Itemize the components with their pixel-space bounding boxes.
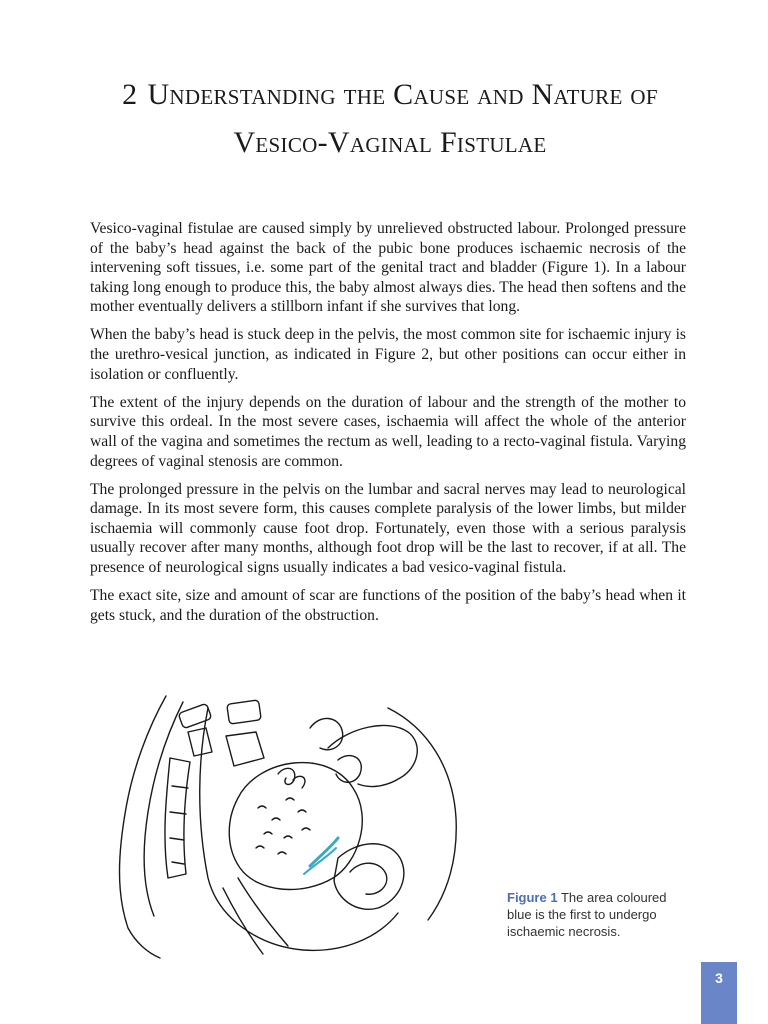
spine-inner: [144, 702, 183, 916]
paragraph: Vesico-vaginal fistulae are caused simply by unrelieved obstructed labour. Prolonged pressure of the baby’s head against the back of the pubic bone produces ischaemic necrosis of the intervening soft tissues, i.e. some part of the genital tract and bladder (Figure 1). In a labour taking long enough to produce this, the baby almost always dies. The head then softens and the mother eventually delivers a stillborn infant if she survives that long.: [90, 220, 686, 316]
figure-caption-text: The area coloured blue is the first to undergo ischaemic necrosis.: [507, 890, 667, 939]
figure-label: Figure 1: [507, 890, 558, 905]
spine-outline: [120, 696, 167, 958]
vertebra: [226, 732, 264, 766]
sacrum: [165, 758, 190, 878]
chapter-heading: [60, 72, 720, 166]
chapter-title-text1: Understanding the Cause and Nature of: [147, 78, 658, 111]
bladder: [334, 844, 404, 910]
figure-caption: [507, 889, 682, 940]
abdominal-wall: [388, 708, 456, 920]
vaginal-canal: [238, 878, 288, 946]
chapter-title-line2: Vesico-Vaginal Fistulae: [233, 126, 547, 159]
baby-body: [328, 725, 417, 786]
vertebra: [188, 728, 212, 756]
ischaemic-area: [310, 838, 338, 866]
vertebra: [227, 700, 261, 724]
paragraph: The exact site, size and amount of scar are functions of the position of the baby’s head when it gets stuck, and the duration of the obstruction.: [90, 587, 686, 624]
chapter-number: 2: [122, 78, 138, 111]
paragraph: When the baby’s head is stuck deep in the pelvis, the most common site for ischaemic injury is the urethro-vesical junction, as indicated in Figure 2, but other positions can occur either in isolation or confluently.: [90, 326, 686, 383]
paragraph: The extent of the injury depends on the duration of labour and the strength of the mother to survive this ordeal. In the most severe cases, ischaemia will affect the whole of the anterior wall of the vagina and sometimes the rectum as well, leading to a recto-vaginal fistula. Varying degrees of vaginal stenosis are common.: [90, 393, 686, 470]
chapter-title-line1: [60, 72, 720, 118]
baby-foot: [336, 756, 361, 783]
page-number: 3: [715, 970, 723, 986]
paragraph: The prolonged pressure in the pelvis on the lumbar and sacral nerves may lead to neurological damage. In its most severe form, this causes complete paralysis of the lower limbs, but milder ischaemia will commonly cause foot drop. Fortunately, even those with a serious paralysis usually recover after many months, although foot drop will be the last to recover, if at all. The presence of neurological signs usually indicates a bad vesico-vaginal fistula.: [90, 480, 686, 576]
pelvis-illustration: [88, 688, 483, 960]
body-text: [90, 219, 686, 634]
baby-ear: [278, 768, 295, 784]
page-number-tab: [701, 962, 737, 1024]
hair-detail: [256, 798, 310, 854]
baby-hand: [310, 718, 343, 749]
